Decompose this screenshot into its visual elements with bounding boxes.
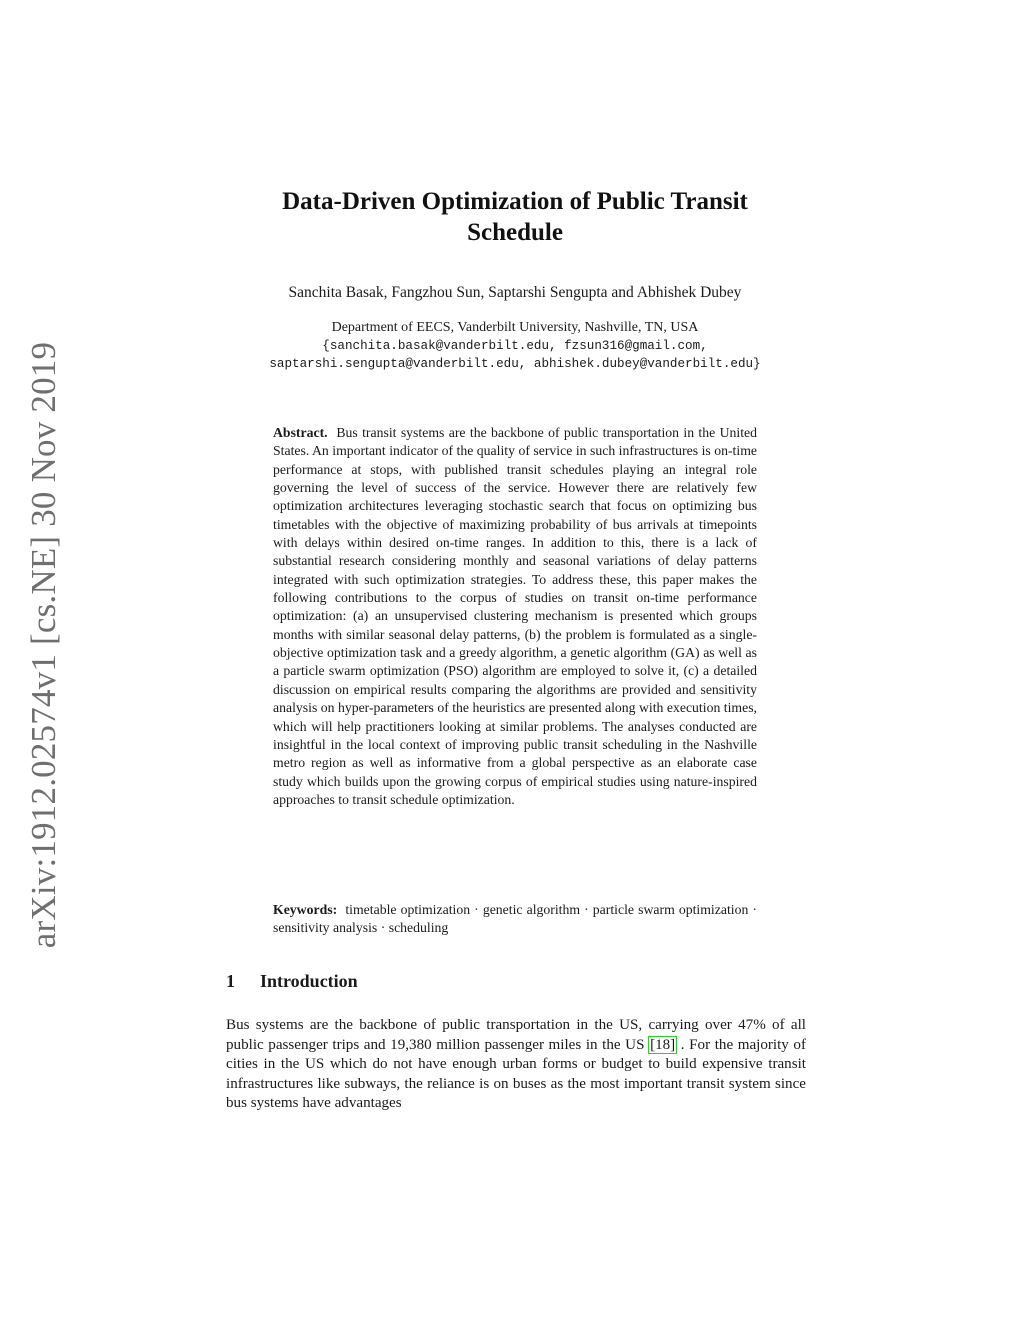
paper-title-line-2: Schedule bbox=[467, 219, 563, 246]
keywords-label: Keywords: bbox=[273, 902, 338, 917]
intro-text-part-2: . For the majority of cities in the US which do not have enough urban forms or budget to build expensive transit infrastructures like subways, the reliance is on buses as the most important transit system since bus systems have advantages bbox=[226, 1036, 807, 1111]
affiliation-block bbox=[180, 319, 850, 373]
intro-text-part-1: Bus systems are the backbone of public transportation in the US, carrying over 47% of all public passenger trips and 19,380 million passenger miles in the US bbox=[226, 1017, 806, 1053]
section-number: 1 bbox=[226, 971, 235, 991]
abstract-text: Bus transit systems are the backbone of public transportation in the United States. An important indicator of the quality of service in such infrastructures is on-time performance at stops, with published transit schedules playing an integral role governing the level of success of the service. However there are relatively few optimization architectures leveraging stochastic search that focus on optimizing bus timetables with the objective of maximizing probability of bus arrivals at timepoints with delays within desired on-time ranges. In addition to this, there is a lack of substantial research considering monthly and seasonal variations of delay patterns integrated with such optimization strategies. To address these, this paper makes the following contributions to the corpus of studies on transit on-time performance optimization: (a) an unsupervised clustering mechanism is presented which groups months with similar seasonal delay patterns, (b) the problem is formulated as a single-objective optimization task and a greedy algorithm, a genetic algorithm (GA) as well as a particle swarm optimization (PSO) algorithm are employed to solve it, (c) a detailed discussion on empirical results comparing the algorithms are provided and sensitivity analysis on hyper-parameters of the heuristics are presented along with execution times, which will help practitioners looking at similar problems. The analyses conducted are insightful in the local context of improving public transit scheduling in the Nashville metro region as well as informative from a global perspective as an elaborate case study which builds upon the growing corpus of empirical studies using nature-inspired approaches to transit schedule optimization. bbox=[273, 425, 758, 807]
keywords-text: timetable optimization · genetic algorithm · particle swarm optimization · sensitivity analysis · scheduling bbox=[273, 902, 758, 936]
section-title: Introduction bbox=[260, 971, 358, 991]
abstract bbox=[273, 424, 757, 809]
affiliation-text: Department of EECS, Vanderbilt University, Nashville, TN, USA bbox=[331, 320, 699, 335]
keywords bbox=[273, 901, 757, 938]
email-list-line-1: {sanchita.basak@vanderbilt.edu, fzsun316@gmail.com, bbox=[322, 339, 708, 353]
section-heading-introduction bbox=[226, 971, 358, 992]
arxiv-identifier-text: arXiv:1912.02574v1 [cs.NE] 30 Nov 2019 bbox=[24, 341, 64, 949]
abstract-label: Abstract. bbox=[273, 425, 328, 440]
paper-title bbox=[180, 186, 850, 248]
paper-title-line-1: Data-Driven Optimization of Public Transit bbox=[282, 188, 748, 215]
citation-link-18[interactable]: [18] bbox=[650, 1036, 676, 1053]
email-list-line-2: saptarshi.sengupta@vanderbilt.edu, abhishek.dubey@vanderbilt.edu} bbox=[269, 357, 761, 371]
introduction-paragraph bbox=[226, 1016, 806, 1114]
author-list: Sanchita Basak, Fangzhou Sun, Saptarshi Sengupta and Abhishek Dubey bbox=[288, 284, 742, 301]
arxiv-identifier-stamp bbox=[4, 341, 84, 949]
